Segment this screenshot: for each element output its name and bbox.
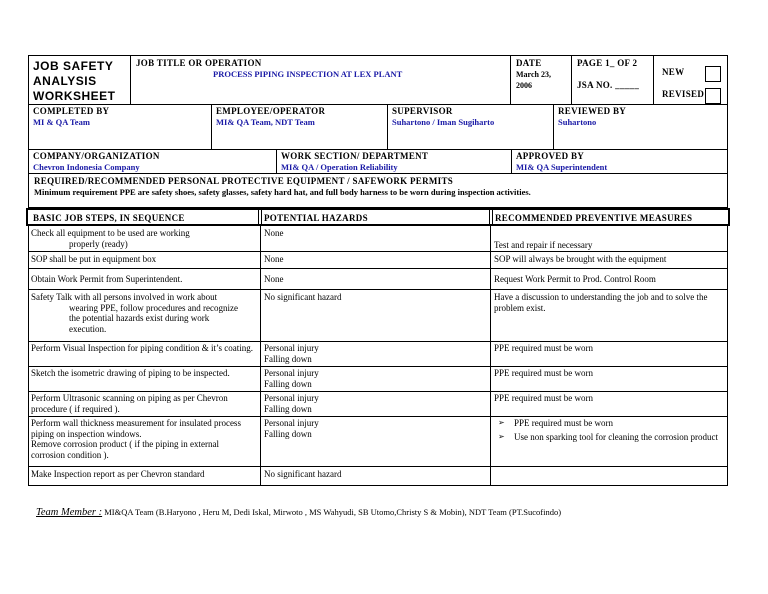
hazard-text: Falling down [264,428,312,439]
ppe-label: REQUIRED/RECOMMENDED PERSONAL PROTECTIVE EQUIPMENT / SAFEWORK PERMITS [34,176,454,186]
hazard-text: None [264,274,284,284]
row-sep [28,366,728,367]
step-text-cont: properly (ready) [69,238,128,249]
hazard-cell [264,368,319,389]
team-label: Team Member : [36,507,103,518]
work-section-value: MI& QA / Operation Reliability [281,162,398,172]
step-text: Perform Ultrasonic scanning on piping as per Chevron procedure ( if required ). [31,393,228,414]
title-line-3: WORKSHEET [33,89,116,103]
title-line-2: ANALYSIS [33,74,97,88]
measure-text: PPE required must be worn [494,393,593,403]
step-text: Perform Visual Inspection for piping condition & it’s coating. [31,343,254,353]
measure-item: ➢ Use non sparking tool for cleaning the corrosion product [494,432,724,443]
hazard-text: Personal injury [264,418,319,428]
measure-text: SOP will always be brought with the equipment [494,254,667,264]
work-section-cell [276,149,511,174]
header-divider-1 [258,210,262,226]
measure-list [494,418,724,442]
jsa-no-label: JSA NO. _____ [577,80,640,90]
hazard-text: None [264,254,284,264]
employee-divider [211,104,212,150]
table-row [31,228,257,249]
company-value: Chevron Indonesia Company [33,162,140,172]
row-sep [28,251,728,252]
title-box [28,55,131,105]
row-sep [28,391,728,392]
hazard-cell [264,343,319,364]
col-divider-1 [260,226,261,486]
hazard-text: Falling down [264,403,312,414]
new-revised-box [653,55,728,105]
row-sep [28,416,728,417]
hazard-text: No significant hazard [264,469,342,479]
job-title-value: PROCESS PIPING INSPECTION AT LEX PLANT [213,69,403,79]
date-label: DATE [516,58,542,68]
revised-checkbox[interactable] [705,88,721,104]
company-label: COMPANY/ORGANIZATION [33,151,160,161]
approved-label: APPROVED BY [516,151,585,161]
measure-text: PPE required must be worn [494,368,593,378]
step-text: Safety Talk with all persons involved in work about [31,292,218,302]
supervisor-label: SUPERVISOR [392,106,453,116]
approved-value: MI& QA Superintendent [516,162,608,172]
step-text: Check all equipment to be used are working [31,228,190,238]
date-value [516,69,551,91]
hazard-text: None [264,228,284,238]
hazard-text: Personal injury [264,393,319,403]
table-row [31,292,257,334]
measure-text: PPE required must be worn [494,343,593,353]
title-line-1: JOB SAFETY [33,59,114,73]
step-text: Perform wall thickness measurement for insulated process piping on inspection windows. [31,418,241,439]
ppe-text: Minimum requirement PPE are safety shoes, safety glasses, safety hard hat, and full body harness to be worn during inspection activities. [34,187,531,197]
team-value: MI&QA Team (B.Haryono , Heru M, Dedi Iskal, Mirwoto , MS Wahyudi, SB Utomo,Christy S & Mobin), NDT Team (PT.Sucofindo) [102,507,562,517]
header-divider-2 [489,210,493,226]
employee-label: EMPLOYEE/OPERATOR [216,106,326,116]
employee-value: MI& QA Team, NDT Team [216,117,315,127]
completed-by-label: COMPLETED BY [33,106,110,116]
job-title-label: JOB TITLE OR OPERATION [136,58,262,68]
header-measures: RECOMMENDED PREVENTIVE MEASURES [495,213,693,223]
revised-label: REVISED [662,89,705,99]
ppe-row [28,173,728,208]
new-label: NEW [662,67,685,77]
reviewed-cell [553,104,728,150]
page-box [571,55,654,105]
measure-item: ➢ PPE required must be worn [494,418,724,429]
header-hazards: POTENTIAL HAZARDS [264,213,368,223]
supervisor-cell [387,104,553,150]
step-text-cont: wearing PPE, follow procedures and recognize the potential hazards exist during work execution. [69,302,238,334]
employee-cell [211,104,387,150]
completed-by-value: MI & QA Team [33,117,90,127]
hazard-cell [264,393,319,414]
hazard-text: No significant hazard [264,292,342,302]
hazard-cell [264,418,319,439]
step-text: Make Inspection report as per Chevron standard [31,469,205,479]
team-member-line [36,502,726,520]
measure-text: Request Work Permit to Prod. Control Room [494,274,656,284]
reviewed-label: REVIEWED BY [558,106,627,116]
date-value-line-1: March 23, [516,70,551,79]
step-text-2: Remove corrosion product ( if the piping in external corrosion condition ). [31,439,219,460]
new-checkbox[interactable] [705,66,721,82]
completed-by-cell [28,104,211,150]
row-sep [28,466,728,467]
hazard-text: Personal injury [264,343,319,353]
measure-text: Have a discussion to understanding the job and to solve the problem exist. [494,292,708,313]
date-box [510,55,572,105]
row-sep [28,289,728,290]
row-sep [28,341,728,342]
work-section-label: WORK SECTION/ DEPARTMENT [281,151,429,161]
date-value-line-2: 2006 [516,81,532,90]
hazard-text: Personal injury [264,368,319,378]
job-title-box [130,55,511,105]
hazard-text: Falling down [264,353,312,364]
table-row [31,418,253,460]
header-steps: BASIC JOB STEPS, IN SEQUENCE [33,213,185,223]
step-text: Obtain Work Permit from Superintendent. [31,274,183,284]
measure-text: Test and repair if necessary [494,240,593,250]
row-sep [28,268,728,269]
reviewed-value: Suhartono [558,117,597,127]
step-text: Sketch the isometric drawing of piping to be inspected. [31,368,230,378]
approved-cell [511,149,728,174]
company-cell [28,149,276,174]
hazard-text: Falling down [264,378,312,389]
page-label: PAGE 1_ OF 2 [577,58,638,68]
step-text: SOP shall be put in equipment box [31,254,157,264]
supervisor-value: Suhartono / Iman Sugiharto [392,117,495,127]
col-divider-2 [490,226,491,486]
